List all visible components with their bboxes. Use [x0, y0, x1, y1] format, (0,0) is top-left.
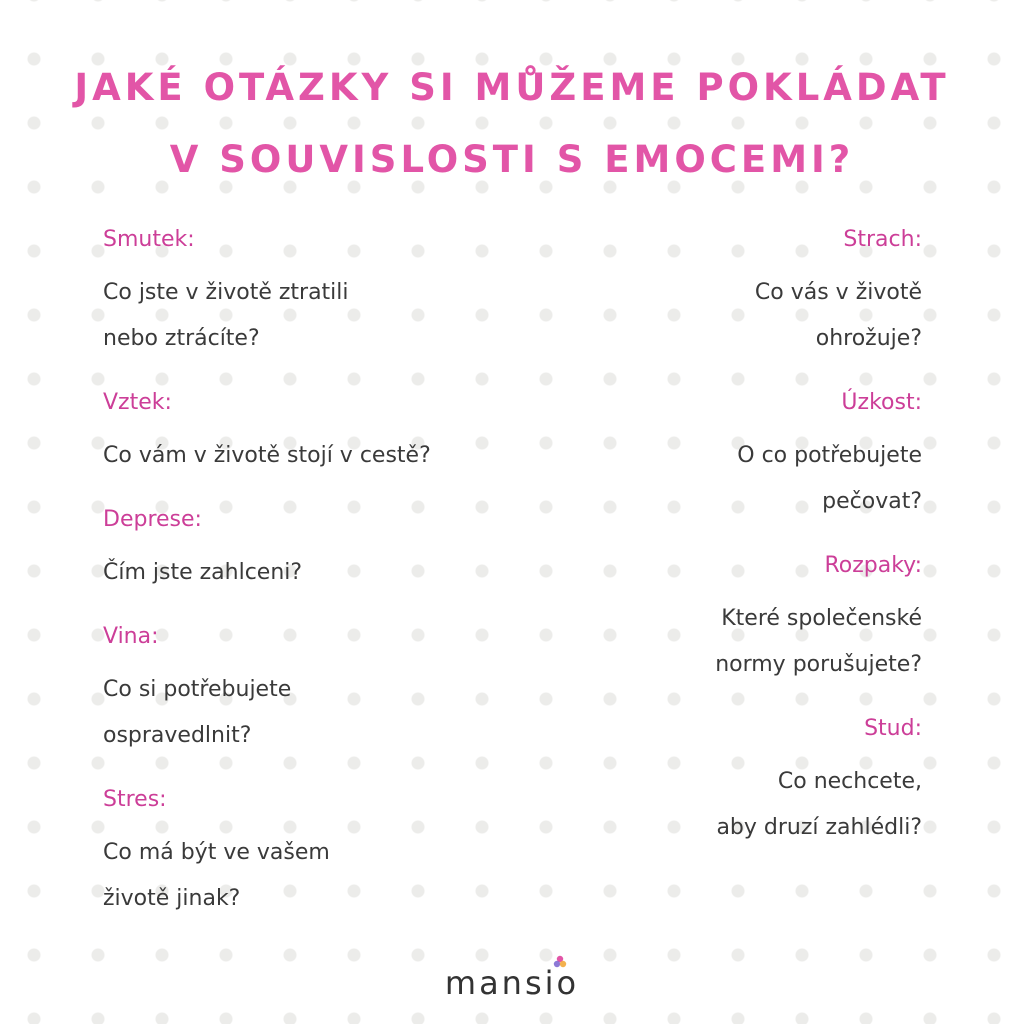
question-line: Co jste v životě ztratili: [103, 280, 349, 305]
question-line: Co si potřebujete: [103, 677, 292, 702]
emotion-item-strach: [502, 224, 922, 362]
left-column: [103, 224, 523, 947]
question-line: Co vás v životě: [754, 280, 922, 305]
emotion-label: Strach:: [843, 227, 922, 252]
emotion-label: Rozpaky:: [824, 553, 922, 578]
emotion-item-deprese: [103, 504, 523, 596]
emotion-question: [103, 270, 523, 362]
emotion-label: Vztek:: [103, 390, 172, 415]
emotion-item-stres: [103, 784, 523, 922]
question-line: aby druzí zahlédli?: [716, 815, 922, 840]
emotion-question: [502, 759, 922, 851]
emotion-item-vina: [103, 621, 523, 759]
emotion-item-smutek: [103, 224, 523, 362]
emotion-question: [502, 596, 922, 688]
question-line: Co nechcete,: [777, 769, 922, 794]
page-title: [0, 52, 1024, 196]
title-line-1: JAKÉ OTÁZKY SI MŮŽEME POKLÁDAT: [74, 66, 950, 109]
emotion-question: [502, 433, 922, 525]
question-line: Co vám v životě stojí v cestě?: [103, 443, 431, 468]
question-line: životě jinak?: [103, 886, 241, 911]
logo-text: mansio: [444, 964, 580, 1002]
brand-logo: [0, 958, 1024, 1008]
emotion-item-rozpaky: [502, 550, 922, 688]
question-line: ohrožuje?: [815, 326, 922, 351]
emotion-question: [103, 667, 523, 759]
title-line-2: V SOUVISLOSTI S EMOCEMI?: [169, 138, 855, 181]
question-line: nebo ztrácíte?: [103, 326, 260, 351]
emotion-label: Úzkost:: [841, 390, 922, 415]
right-column: [502, 224, 922, 876]
question-line: Co má být ve vašem: [103, 840, 330, 865]
emotion-item-vztek: [103, 387, 523, 479]
emotion-question: [103, 830, 523, 922]
emotion-question: [103, 550, 523, 596]
emotion-label: Smutek:: [103, 227, 195, 252]
question-line: Čím jste zahlceni?: [103, 560, 303, 585]
question-line: pečovat?: [822, 489, 922, 514]
emotion-label: Stres:: [103, 787, 167, 812]
emotion-item-uzkost: [502, 387, 922, 525]
emotion-label: Vina:: [103, 624, 159, 649]
emotion-question: [103, 433, 523, 479]
question-line: Které společenské: [721, 606, 922, 631]
emotion-question: [502, 270, 922, 362]
question-line: ospravedlnit?: [103, 723, 252, 748]
emotion-label: Stud:: [864, 716, 922, 741]
question-line: normy porušujete?: [715, 652, 922, 677]
question-line: O co potřebujete: [737, 443, 922, 468]
emotion-item-stud: [502, 713, 922, 851]
emotion-label: Deprese:: [103, 507, 202, 532]
